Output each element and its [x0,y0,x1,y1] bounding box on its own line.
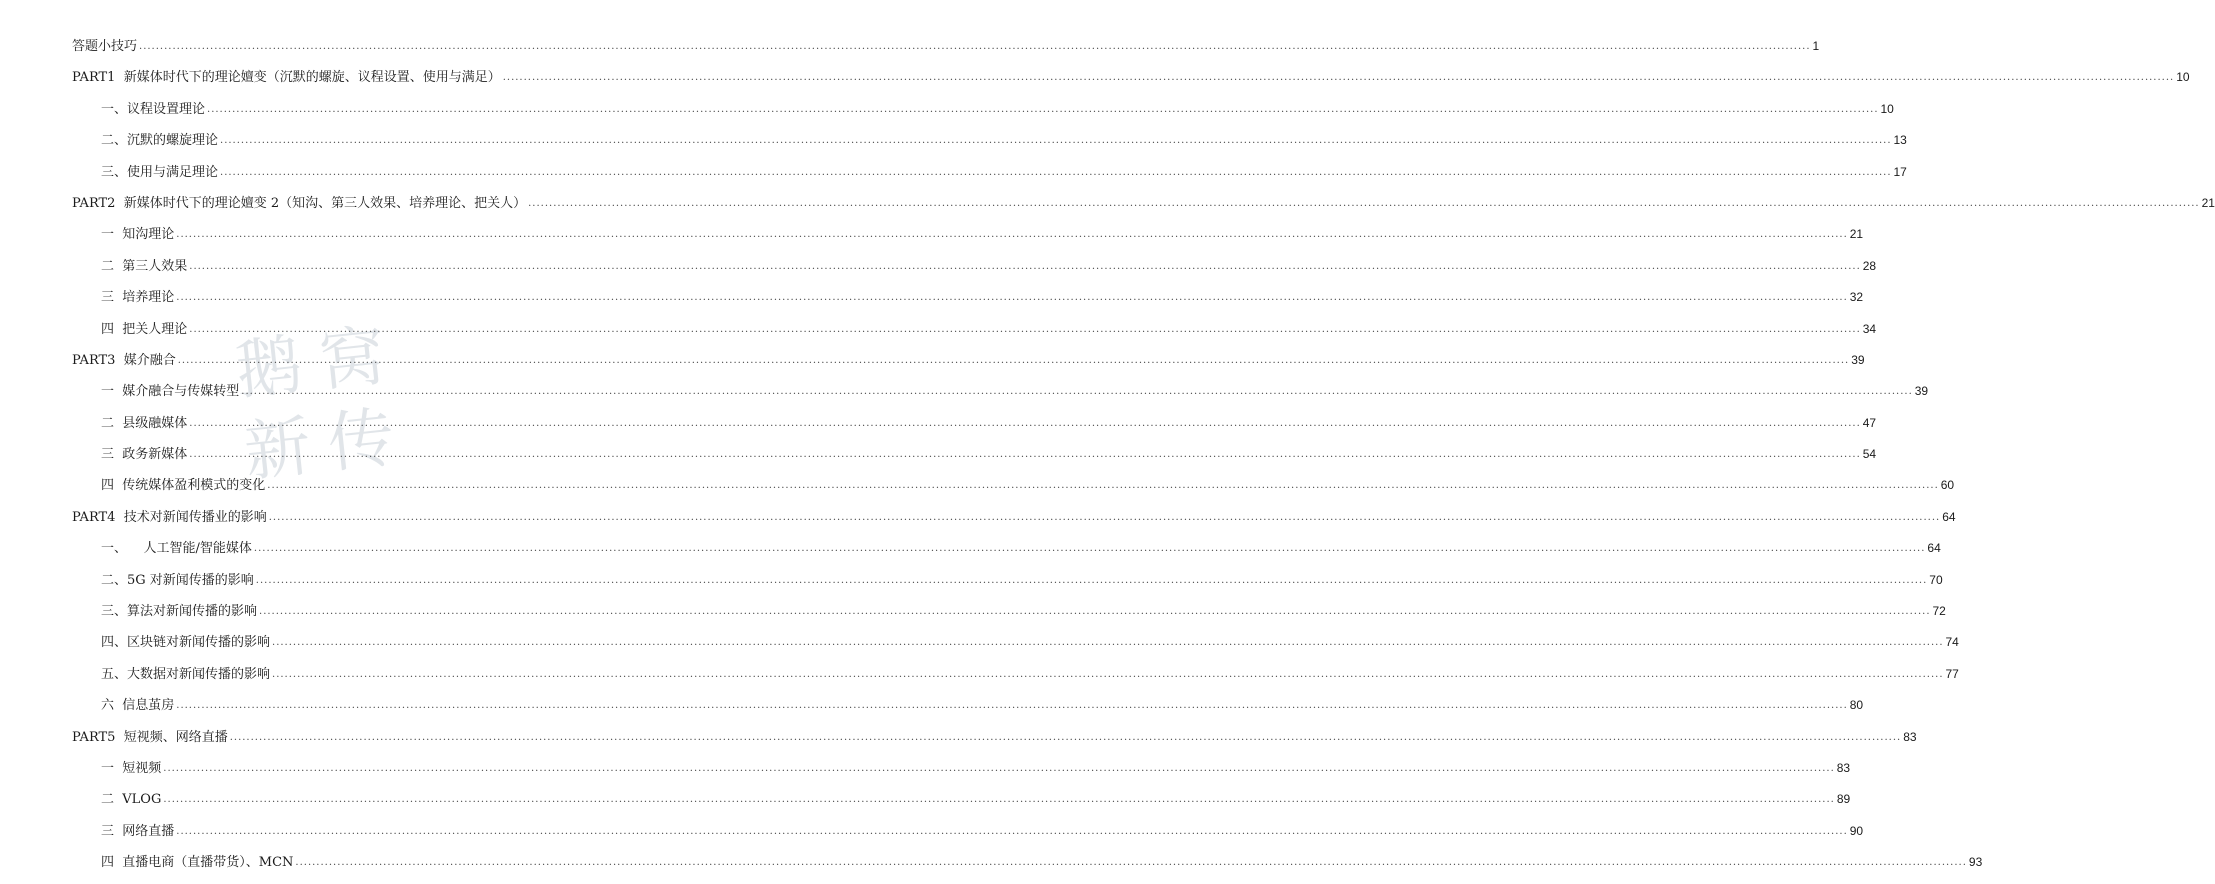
toc-entry-page-number: 89 [1836,792,1851,807]
toc-dot-leader: ................................................................................................................................................................................................................................................................................................................................................................................................................ [163,794,1835,806]
toc-entry[interactable] [72,350,1865,381]
toc-entry-title: 三 政务新媒体 [101,447,188,463]
toc-entry-title: 一 媒介融合与传媒转型 [101,384,240,400]
toc-entry[interactable] [72,695,1864,726]
toc-dot-leader: ................................................................................................................................................................................................................................................................................................................................................................................................................ [176,229,1848,241]
toc-entry-title: 二 VLOG [101,792,162,808]
toc-dot-leader: ................................................................................................................................................................................................................................................................................................................................................................................................................ [207,103,1879,115]
toc-entry-title: 答题小技巧 [72,39,138,54]
toc-entry[interactable] [72,821,1864,852]
toc-entry[interactable] [72,444,1877,475]
toc-entry-title: 二 第三人效果 [101,258,188,274]
toc-entry[interactable] [72,664,1959,695]
toc-entry[interactable] [72,162,1907,193]
toc-dot-leader: ................................................................................................................................................................................................................................................................................................................................................................................................................ [176,292,1848,304]
toc-entry-page-number: 32 [1849,290,1864,305]
toc-entry-page-number: 28 [1862,258,1877,273]
toc-entry-page-number: 74 [1945,635,1959,650]
toc-entry[interactable] [72,224,1864,255]
toc-entry[interactable] [72,287,1864,318]
toc-entry[interactable] [72,99,1894,130]
toc-dot-leader: ................................................................................................................................................................................................................................................................................................................................................................................................................ [267,480,1939,492]
toc-entry-page-number: 72 [1932,604,1946,619]
toc-dot-leader: ................................................................................................................................................................................................................................................................................................................................................................................................................ [189,323,1861,335]
toc-entry-title: 三 培养理论 [101,290,175,306]
toc-entry-page-number: 21 [1849,227,1864,242]
toc-entry-page-number: 77 [1945,666,1959,681]
toc-entry[interactable] [72,193,2215,224]
toc-dot-leader: ................................................................................................................................................................................................................................................................................................................................................................................................................ [176,825,1848,837]
toc-entry[interactable] [72,381,1929,412]
toc-entry-title: 三 网络直播 [101,823,175,839]
toc-dot-leader: ................................................................................................................................................................................................................................................................................................................................................................................................................ [268,511,1941,523]
toc-dot-leader: ................................................................................................................................................................................................................................................................................................................................................................................................................ [189,260,1861,272]
toc-entry[interactable] [72,538,1941,569]
toc-dot-leader: ................................................................................................................................................................................................................................................................................................................................................................................................................ [220,135,1892,147]
toc-dot-leader: ................................................................................................................................................................................................................................................................................................................................................................................................................ [229,731,1902,743]
toc-dot-leader: ................................................................................................................................................................................................................................................................................................................................................................................................................ [139,41,1811,52]
toc-entry-page-number: 10 [1880,101,1894,116]
table-of-contents [72,36,2215,884]
toc-entry-page-number: 21 [2201,195,2215,210]
toc-entry-title: 二、5G 对新闻传播的影响 [101,572,254,588]
toc-entry-title: PART5 短视频、网络直播 [72,729,228,745]
toc-dot-leader: ................................................................................................................................................................................................................................................................................................................................................................................................................ [220,166,1892,178]
toc-entry-title: 一、议程设置理论 [101,101,206,117]
toc-entry[interactable] [72,130,1907,161]
toc-entry-title: 五、大数据对新闻传播的影响 [101,666,271,682]
toc-entry-page-number: 47 [1862,415,1877,430]
toc-entry[interactable] [72,475,1955,506]
toc-entry-title: 一、 人工智能/智能媒体 [101,541,252,557]
toc-dot-leader: ................................................................................................................................................................................................................................................................................................................................................................................................................ [189,449,1861,461]
toc-entry[interactable] [72,319,1877,350]
toc-entry-page-number: 80 [1849,698,1864,713]
toc-dot-leader: ................................................................................................................................................................................................................................................................................................................................................................................................................ [528,197,2200,209]
toc-entry-title: PART4 技术对新闻传播业的影响 [72,509,267,525]
toc-dot-leader: ................................................................................................................................................................................................................................................................................................................................................................................................................ [176,700,1848,712]
toc-dot-leader: ................................................................................................................................................................................................................................................................................................................................................................................................................ [163,762,1835,774]
toc-dot-leader: ................................................................................................................................................................................................................................................................................................................................................................................................................ [255,574,1928,586]
toc-entry-title: 四 把关人理论 [101,321,188,337]
toc-entry-page-number: 39 [1851,352,1865,367]
toc-entry-page-number: 70 [1929,572,1943,587]
toc-entry-page-number: 64 [1927,541,1941,556]
toc-entry[interactable] [72,852,1983,883]
toc-entry[interactable] [72,758,1851,789]
toc-entry[interactable] [72,570,1943,601]
watermark-line-2: 新传 [240,396,416,492]
toc-entry-title: 四 直播电商（直播带货）、MCN [101,855,294,871]
toc-entry[interactable] [72,632,1959,663]
toc-entry-page-number: 90 [1849,823,1864,838]
toc-dot-leader: ................................................................................................................................................................................................................................................................................................................................................................................................................ [295,857,1967,869]
toc-entry-page-number: 54 [1862,447,1877,462]
toc-dot-leader: ................................................................................................................................................................................................................................................................................................................................................................................................................ [241,386,1913,398]
toc-entry-title: PART3 媒介融合 [72,352,176,368]
toc-entry-title: 一 短视频 [101,760,162,776]
watermark-line-1: 鹅窝 [232,315,408,410]
toc-dot-leader: ................................................................................................................................................................................................................................................................................................................................................................................................................ [253,543,1926,555]
toc-entry-page-number: 64 [1942,509,1956,524]
toc-entry-title: 四、区块链对新闻传播的影响 [101,635,271,651]
toc-entry-page-number: 1 [1812,39,1820,53]
toc-dot-leader: ................................................................................................................................................................................................................................................................................................................................................................................................................ [259,606,1931,618]
toc-entry[interactable] [72,67,2190,98]
toc-entry-page-number: 17 [1893,164,1907,179]
toc-entry-page-number: 34 [1862,321,1877,336]
toc-dot-leader: ................................................................................................................................................................................................................................................................................................................................................................................................................ [272,668,1944,680]
toc-entry[interactable] [72,601,1946,632]
toc-entry-title: 二、沉默的螺旋理论 [101,133,219,149]
toc-entry-title: 三、使用与满足理论 [101,164,219,180]
toc-entry-page-number: 93 [1968,855,1983,870]
toc-entry-page-number: 13 [1893,133,1907,148]
toc-entry-title: 二 县级融媒体 [101,415,188,431]
toc-entry[interactable] [72,256,1877,287]
toc-dot-leader: ................................................................................................................................................................................................................................................................................................................................................................................................................ [502,72,2175,84]
toc-entry-page-number: 39 [1914,384,1929,399]
toc-dot-leader: ................................................................................................................................................................................................................................................................................................................................................................................................................ [272,637,1944,649]
toc-entry-title: 一 知沟理论 [101,227,175,243]
toc-entry[interactable] [72,727,1917,758]
toc-entry-title: 四 传统媒体盈利模式的变化 [101,478,266,494]
toc-entry-title: 六 信息茧房 [101,698,175,714]
toc-entry[interactable] [72,507,1956,538]
toc-entry-title: PART1 新媒体时代下的理论嬗变（沉默的螺旋、议程设置、使用与满足） [72,70,501,86]
toc-entry[interactable] [72,413,1877,444]
toc-entry-title: 三、算法对新闻传播的影响 [101,604,258,620]
toc-entry-page-number: 10 [2176,70,2190,85]
toc-entry-page-number: 60 [1940,478,1955,493]
toc-entry[interactable] [72,789,1851,820]
toc-dot-leader: ................................................................................................................................................................................................................................................................................................................................................................................................................ [189,417,1861,429]
toc-entry[interactable] [72,36,1820,67]
toc-entry-title: PART2 新媒体时代下的理论嬗变 2（知沟、第三人效果、培养理论、把关人） [72,195,527,211]
toc-entry-page-number: 83 [1903,729,1917,744]
toc-dot-leader: ................................................................................................................................................................................................................................................................................................................................................................................................................ [177,354,1850,366]
toc-entry-page-number: 83 [1836,760,1851,775]
